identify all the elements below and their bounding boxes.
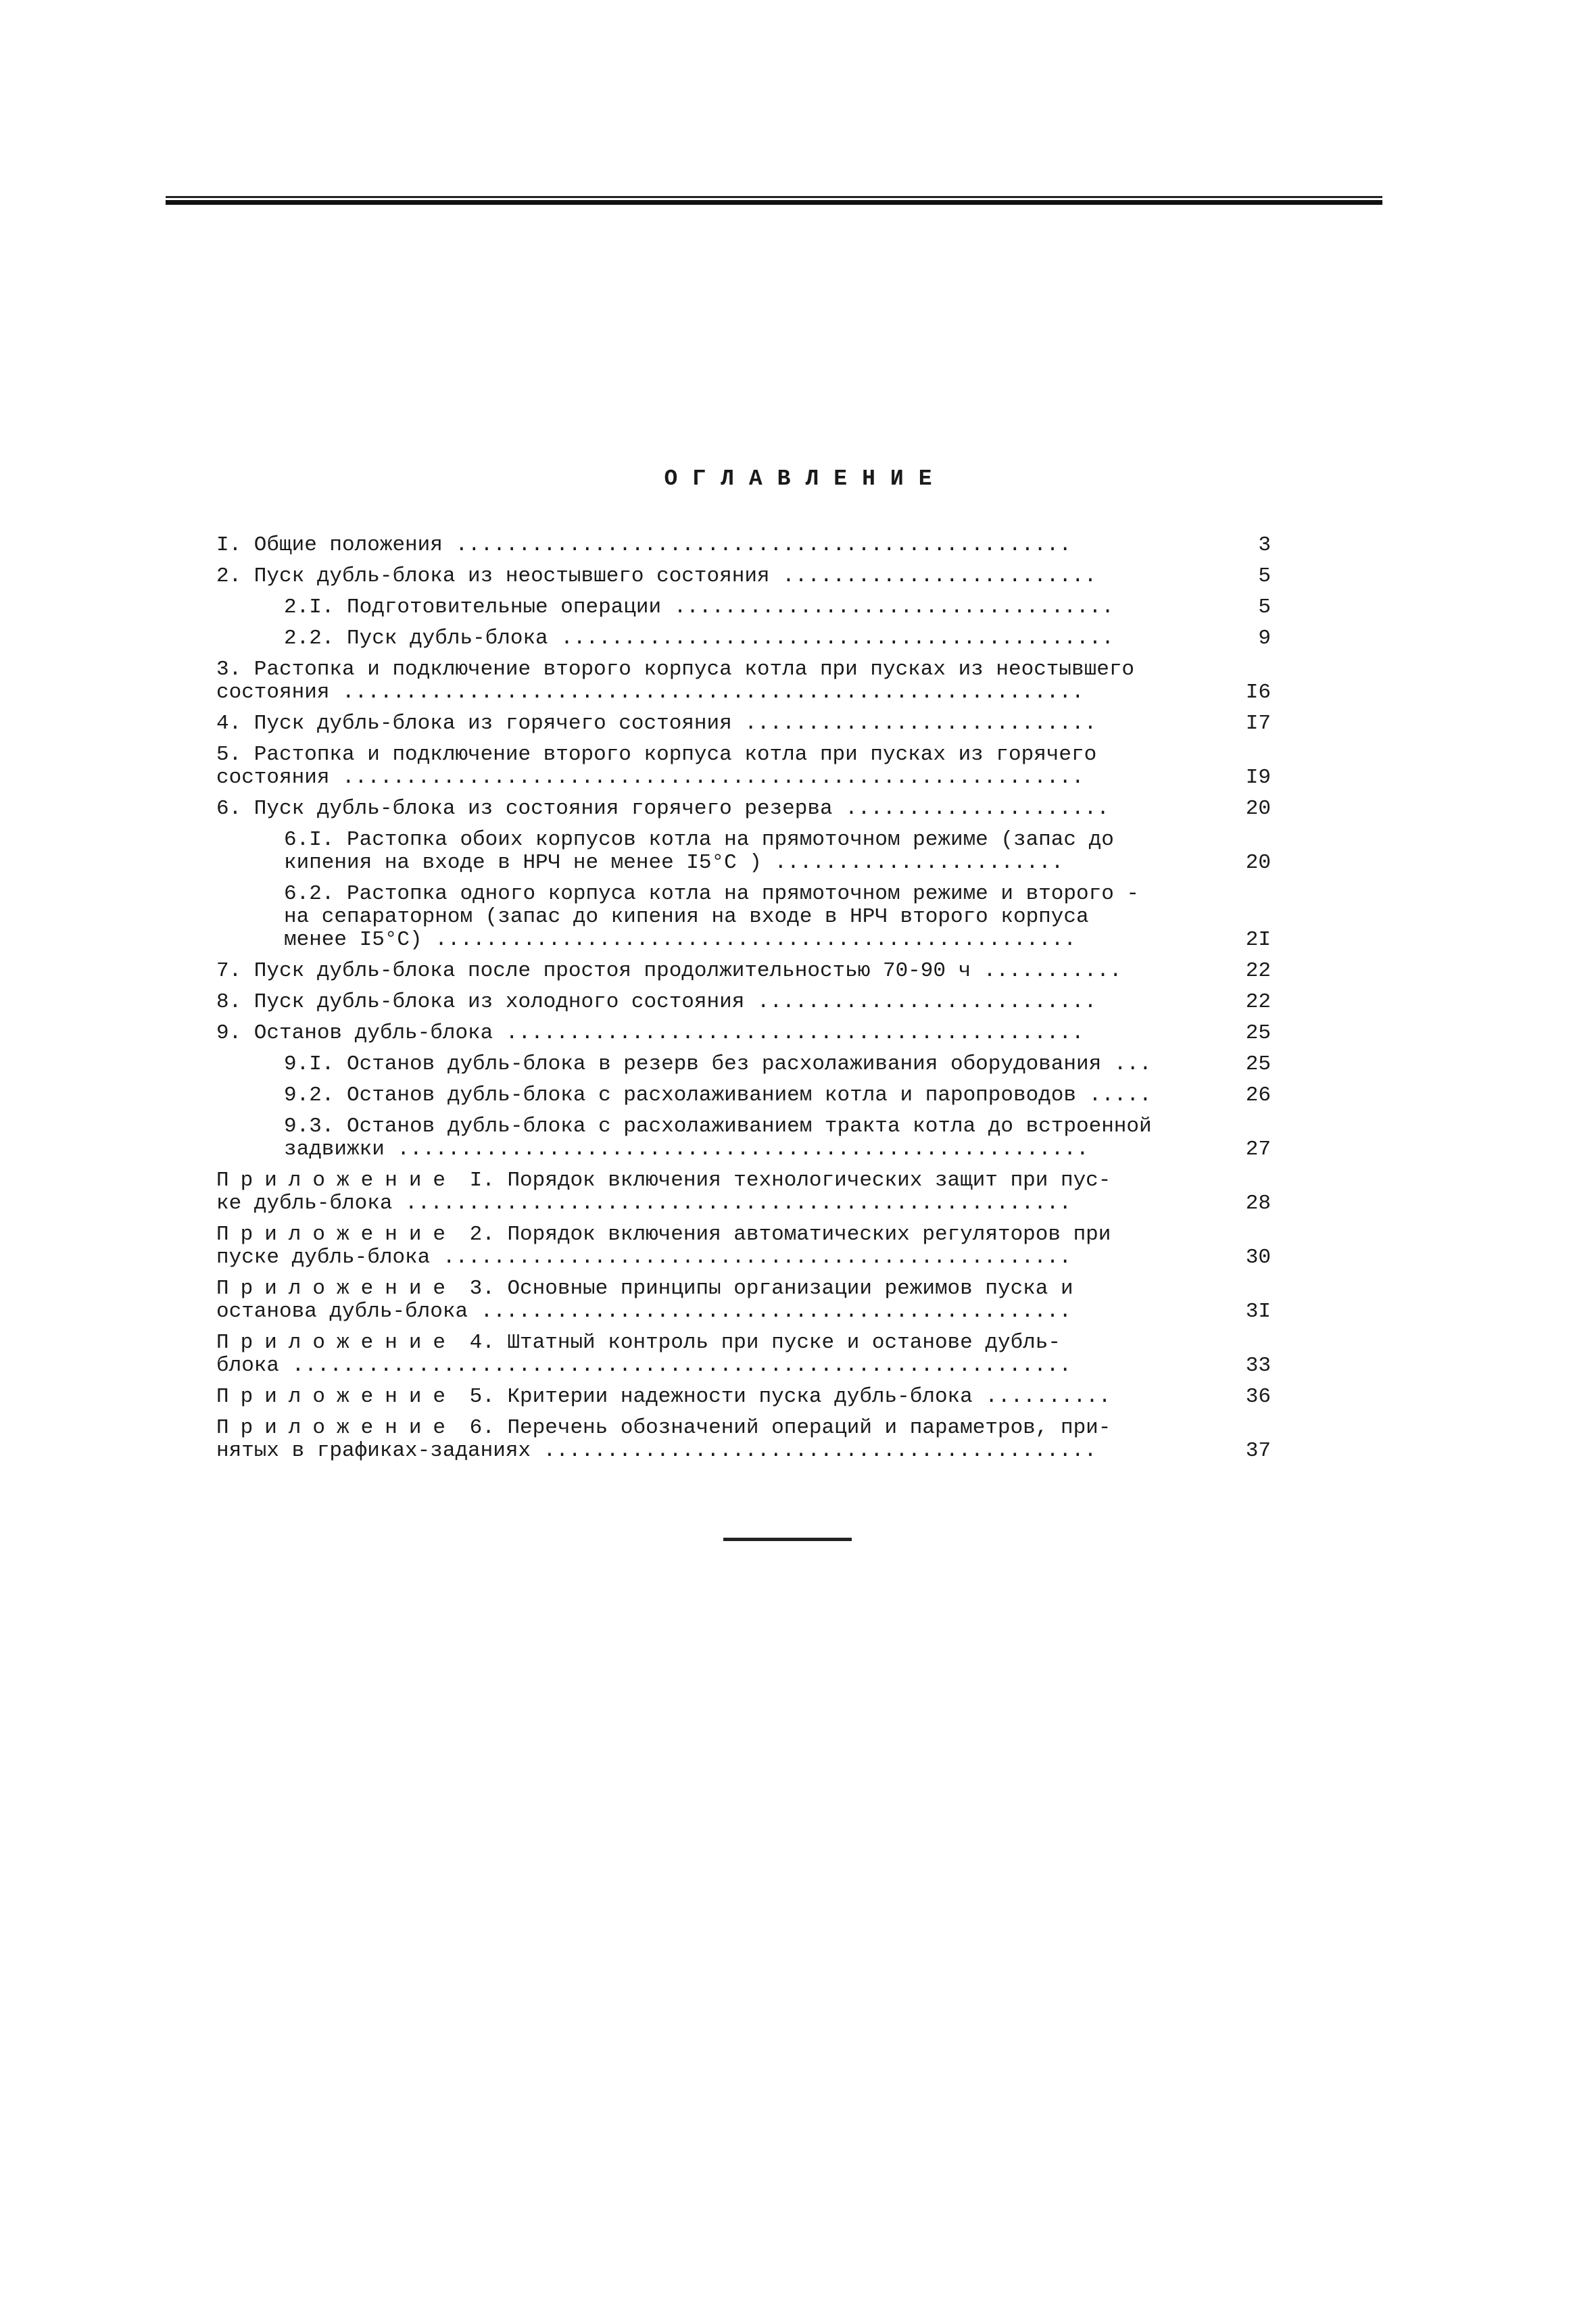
toc-entry	[216, 991, 1271, 1014]
toc-entry-line	[216, 1417, 1203, 1440]
toc-entry	[216, 1417, 1271, 1463]
toc-entry	[216, 1053, 1271, 1076]
toc-entry-page-number: 2I	[1245, 928, 1271, 952]
toc-entry-text	[216, 658, 1203, 704]
toc-entry-text	[284, 596, 1203, 619]
toc-entry	[216, 712, 1271, 735]
toc-entry-page-number: 37	[1245, 1439, 1271, 1463]
toc-entry-page-number: 36	[1245, 1385, 1271, 1409]
toc-entry-page-number: I9	[1245, 766, 1271, 789]
toc-entry-line: 9. Останов дубль-блока ..............................................	[216, 1022, 1084, 1045]
toc-entry	[216, 883, 1271, 952]
toc-entry	[216, 829, 1271, 875]
toc-entry	[216, 627, 1271, 650]
toc-entry-page-number: I6	[1245, 681, 1271, 704]
toc-entry-line: 2.2. Пуск дубль-блока ............................................	[284, 627, 1114, 650]
toc-entry-line	[216, 1277, 1203, 1300]
toc-entry-text	[284, 627, 1203, 650]
toc-entry-page-number: 5	[1258, 564, 1271, 588]
toc-entry	[216, 744, 1271, 789]
toc-entry	[216, 534, 1271, 557]
page-title: ОГЛАВЛЕНИЕ	[664, 466, 947, 491]
toc-entry-text	[284, 829, 1203, 875]
toc-entry	[216, 960, 1271, 983]
toc-entry-page-number: 9	[1258, 627, 1271, 650]
toc-entry-page-number: 33	[1245, 1354, 1271, 1378]
toc-entry	[216, 1084, 1271, 1107]
toc-entry-text	[216, 1417, 1203, 1463]
toc-entry-line: 2.I. Подготовительные операции ...................................	[284, 596, 1114, 619]
toc-entry-line	[216, 1223, 1203, 1246]
toc-entry-line-text: 3. Основные принципы организации режимов пуска и	[457, 1277, 1073, 1300]
toc-entry-page-number: 3I	[1245, 1300, 1271, 1323]
toc-entry-line: 6. Пуск дубль-блока из состояния горячего резерва .....................	[216, 798, 1109, 821]
toc-entry-page-number: 22	[1245, 990, 1271, 1014]
toc-entry-text	[284, 1115, 1203, 1161]
toc-entry-page-number: 26	[1245, 1083, 1271, 1107]
toc-entry-line-text: I. Порядок включения технологических защит при пус-	[457, 1169, 1111, 1192]
toc-entry	[216, 1223, 1271, 1269]
appendix-prefix: Приложение	[216, 1332, 458, 1355]
toc-entry-text	[216, 991, 1203, 1014]
appendix-prefix: Приложение	[216, 1417, 458, 1440]
appendix-prefix: Приложение	[216, 1169, 458, 1192]
toc-entry-text	[216, 1223, 1203, 1269]
toc-entry-text	[216, 960, 1203, 983]
toc-entry-line: 4. Пуск дубль-блока из горячего состояния ............................	[216, 712, 1097, 735]
appendix-prefix: Приложение	[216, 1223, 458, 1246]
toc-entry-text	[284, 883, 1203, 952]
toc-entry-line: 8. Пуск дубль-блока из холодного состояния ...........................	[216, 991, 1097, 1014]
footer-rule	[723, 1538, 852, 1541]
appendix-prefix: Приложение	[216, 1277, 458, 1300]
toc-entry-page-number: 3	[1258, 533, 1271, 557]
toc-entry-line: 9.3. Останов дубль-блока с расхолаживанием тракта котла до встроенной	[284, 1115, 1152, 1138]
toc-entry-line: 6.2. Растопка одного корпуса котла на прямоточном режиме и второго -	[284, 883, 1140, 906]
toc-entry	[216, 1332, 1271, 1378]
toc-entry-line: ке дубль-блока .....................................................	[216, 1192, 1072, 1215]
toc-entry-line: 3. Растопка и подключение второго корпуса котла при пусках из неостывшего	[216, 658, 1135, 681]
toc-entry	[216, 1277, 1271, 1323]
toc-entry-text	[216, 712, 1203, 735]
toc-entry-page-number: 30	[1245, 1246, 1271, 1269]
toc-entry-text	[216, 565, 1203, 588]
toc-entry-line	[216, 1332, 1203, 1355]
toc-entry-line: на сепараторном (запас до кипения на входе в НРЧ второго корпуса	[284, 906, 1089, 929]
header-rule-thin	[166, 196, 1382, 198]
toc-entry-line-text: 2. Порядок включения автоматических регуляторов при	[457, 1223, 1111, 1246]
toc-entry-line: менее I5°С) ...................................................	[284, 929, 1076, 952]
toc-entry-line: 5. Растопка и подключение второго корпуса котла при пусках из горячего	[216, 744, 1097, 766]
toc-entry-line: задвижки .......................................................	[284, 1138, 1089, 1161]
toc-entry-page-number: 5	[1258, 595, 1271, 619]
toc-entry-text	[216, 534, 1203, 557]
toc-entry-text	[216, 744, 1203, 789]
toc-entry-line: 7. Пуск дубль-блока после простоя продолжительностью 70-90 ч ...........	[216, 960, 1122, 983]
toc-entry	[216, 798, 1271, 821]
header-rule-thick	[166, 200, 1382, 205]
toc-entry-text	[216, 1332, 1203, 1378]
toc-entry-page-number: 20	[1245, 851, 1271, 875]
toc-entry	[216, 565, 1271, 588]
toc-entry-page-number: I7	[1245, 712, 1271, 735]
toc-entry	[216, 1169, 1271, 1215]
toc-entry-text	[216, 1386, 1203, 1409]
toc-entry-line: состояния ...........................................................	[216, 766, 1084, 789]
toc-entry	[216, 1022, 1271, 1045]
toc-entry-line: нятых в графиках-заданиях ............................................	[216, 1440, 1097, 1463]
toc-entry-line	[216, 1169, 1203, 1192]
toc-entry-line: останова дубль-блока ...............................................	[216, 1300, 1072, 1323]
toc-entry-page-number: 28	[1245, 1192, 1271, 1215]
toc-entry-line: 6.I. Растопка обоих корпусов котла на прямоточном режиме (запас до	[284, 829, 1114, 852]
toc-entry-line: блока ..............................................................	[216, 1355, 1072, 1378]
toc-entry	[216, 1386, 1271, 1409]
toc-entry	[216, 658, 1271, 704]
toc-entry-text	[216, 1169, 1203, 1215]
toc-entry-line-text: 4. Штатный контроль при пуске и останове дубль-	[457, 1332, 1061, 1355]
toc-entry-text	[216, 1277, 1203, 1323]
toc-entry-page-number: 20	[1245, 797, 1271, 821]
appendix-prefix: Приложение	[216, 1386, 458, 1409]
toc-entry-line-text: 6. Перечень обозначений операций и параметров, при-	[457, 1417, 1111, 1440]
toc-entry-line: 9.I. Останов дубль-блока в резерв без расхолаживания оборудования ...	[284, 1053, 1152, 1076]
toc-entry-line: кипения на входе в НРЧ не менее I5°С ) .......................	[284, 852, 1064, 875]
toc-entry-line: 9.2. Останов дубль-блока с расхолаживанием котла и паропроводов .....	[284, 1084, 1152, 1107]
toc-entry-text	[216, 1022, 1203, 1045]
toc-entry-line	[216, 1386, 1203, 1409]
toc-entry-text	[216, 798, 1203, 821]
toc-entry-page-number: 25	[1245, 1021, 1271, 1045]
toc-entry-line: пуске дубль-блока ..................................................	[216, 1246, 1072, 1269]
toc-entry	[216, 1115, 1271, 1161]
toc-entry-page-number: 25	[1245, 1052, 1271, 1076]
toc-entry	[216, 596, 1271, 619]
header-rule	[166, 196, 1382, 207]
toc-entry-line-text: 5. Критерии надежности пуска дубль-блока ..........	[457, 1386, 1111, 1409]
toc-entry-line: I. Общие положения .................................................	[216, 534, 1072, 557]
toc-entry-page-number: 27	[1245, 1138, 1271, 1161]
toc-entry-text	[284, 1053, 1203, 1076]
toc-entry-line: состояния ...........................................................	[216, 681, 1084, 704]
table-of-contents	[216, 534, 1271, 1471]
toc-entry-page-number: 22	[1245, 959, 1271, 983]
toc-entry-line: 2. Пуск дубль-блока из неостывшего состояния .........................	[216, 565, 1097, 588]
toc-entry-text	[284, 1084, 1203, 1107]
